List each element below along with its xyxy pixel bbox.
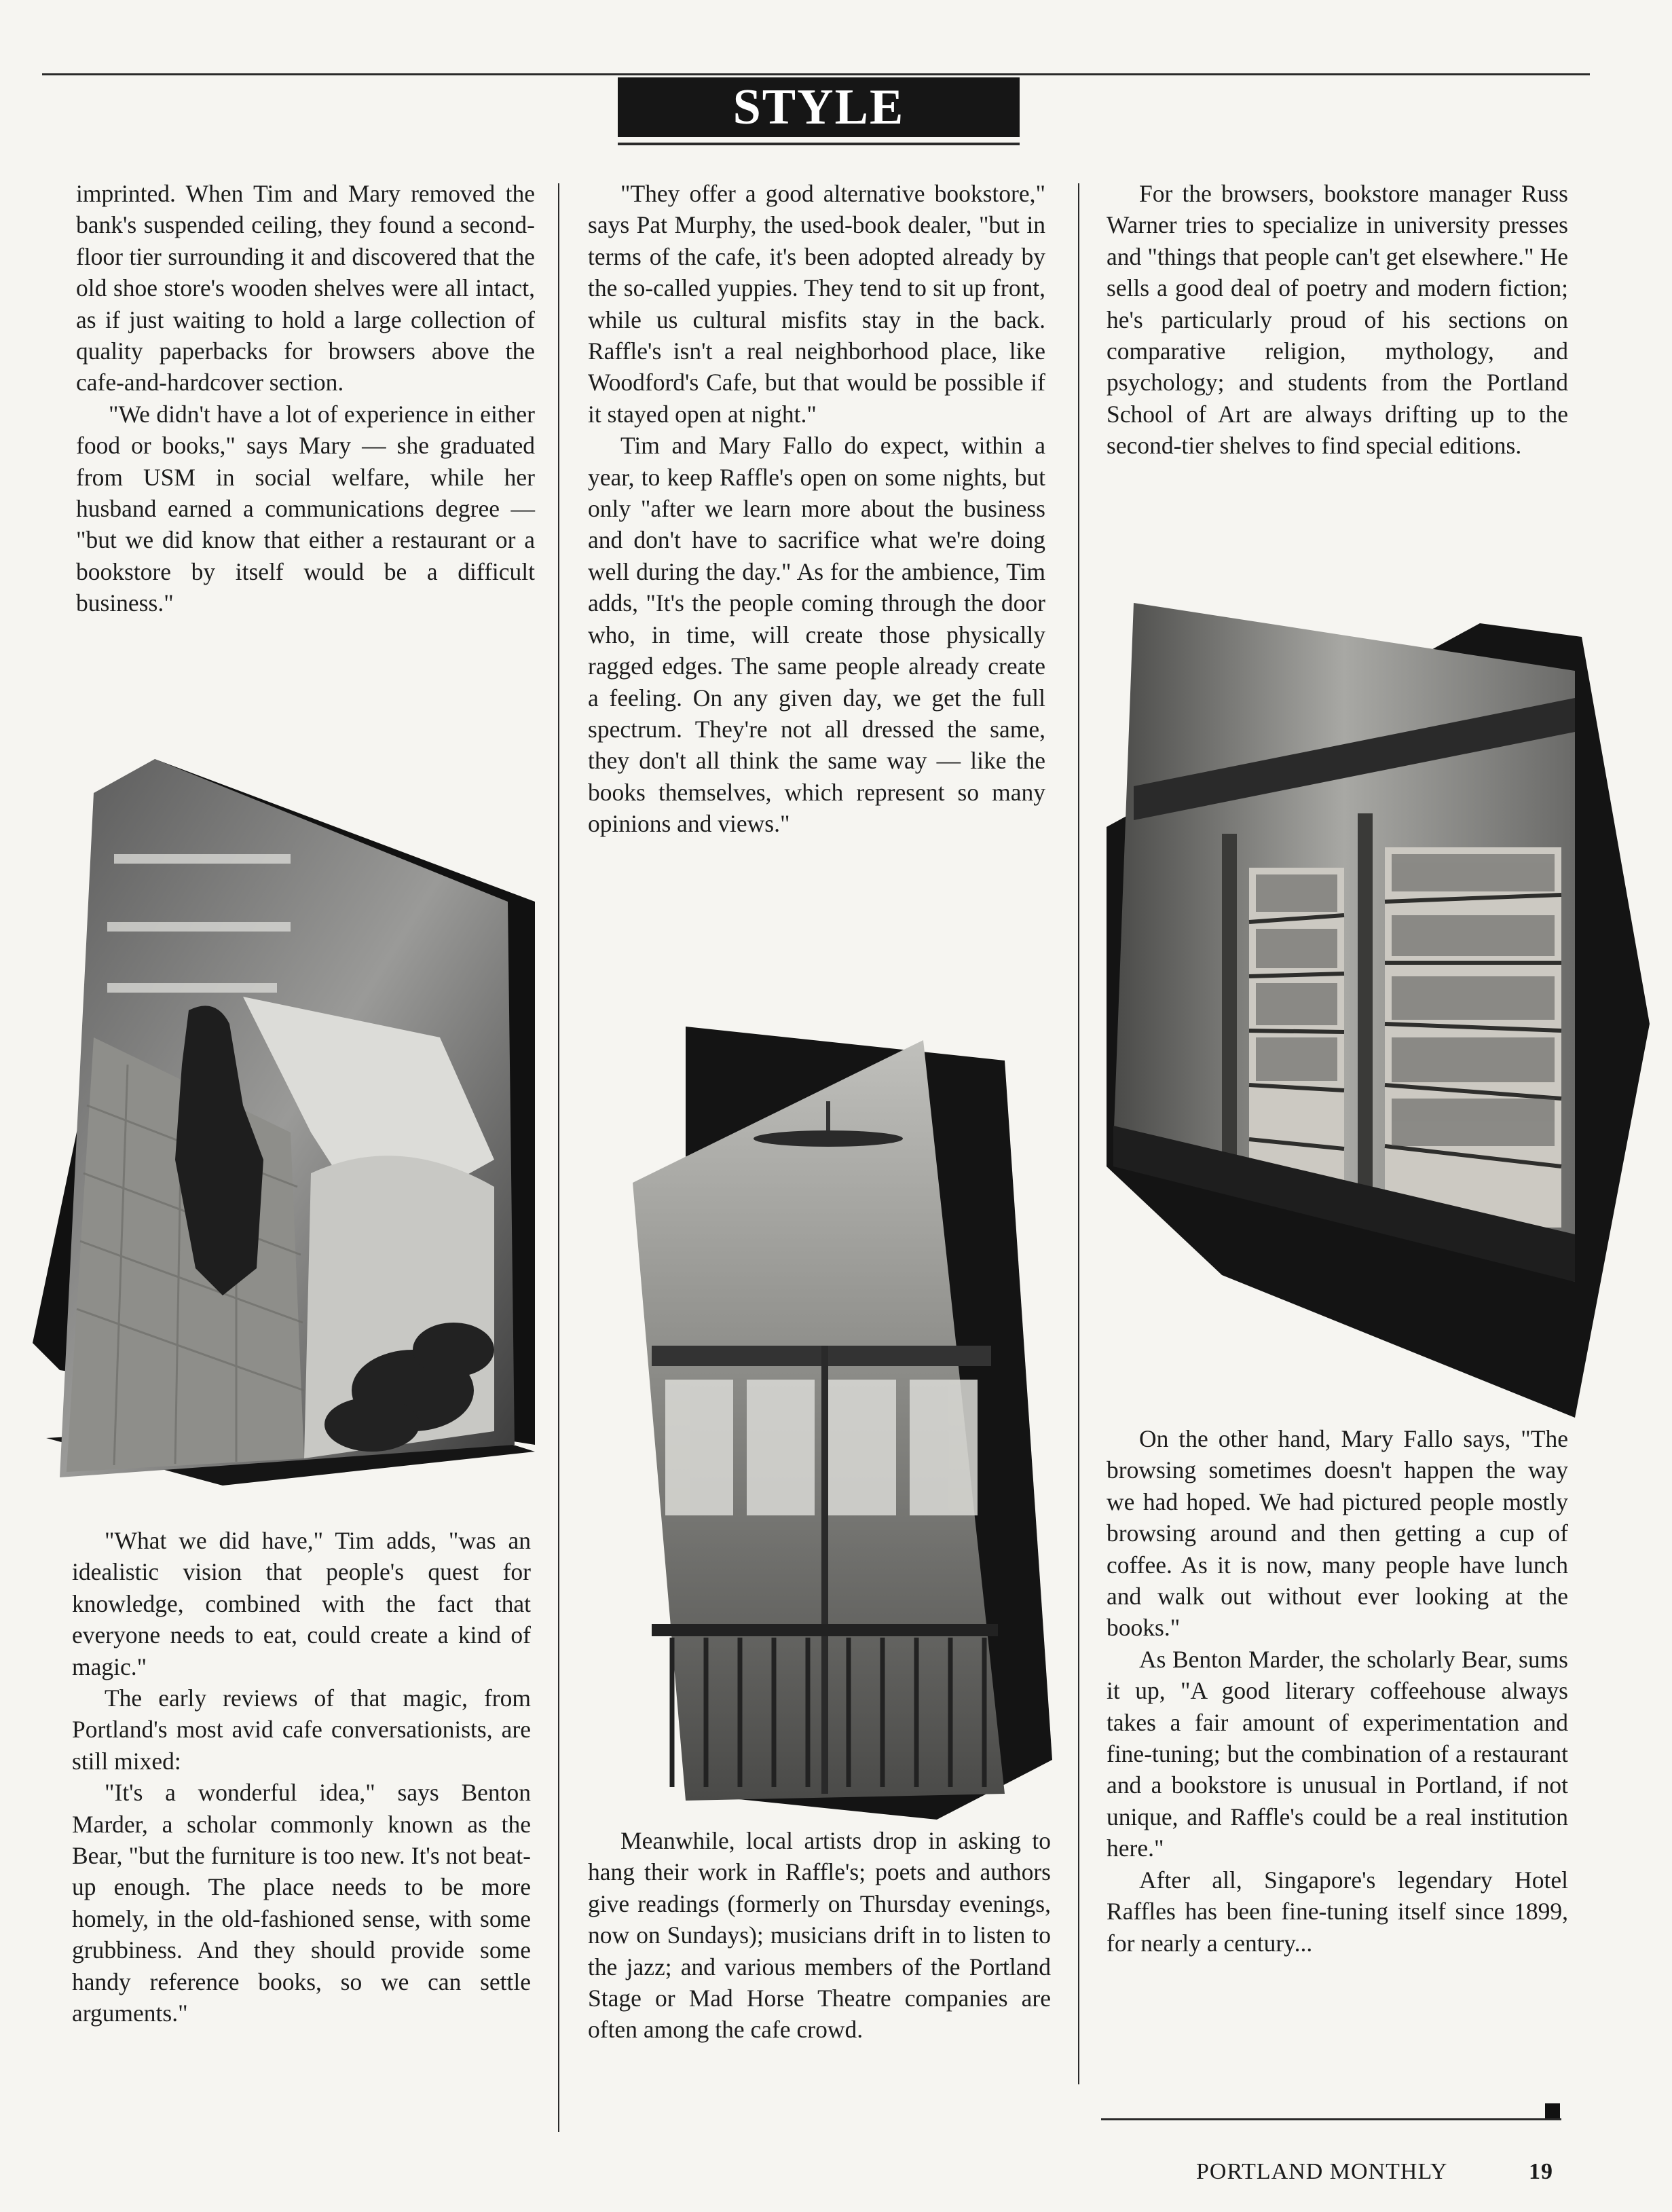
column-divider-2 xyxy=(1078,183,1079,2084)
paragraph: "They offer a good alternative bookstore," says Pat Murphy, the used-book dealer, "but in terms of the cafe, it's been adopted already by the so-called yuppies. They tend to sit up front, while us cultural misfits stay in the back. Raffle's isn't a real neighborhood place, like Woodford's Cafe, but that would be possible if it stayed open at night." xyxy=(588,180,1045,428)
paragraph: For the browsers, bookstore manager Russ Warner tries to specialize in university presses and "things that people can't get elsewhere." He sells a good deal of poetry and modern fiction; he's particularly proud of his sections on comparative religion, mythology, and psychology; and students from the Portland School of Art are always drifting up to the second-tier shelves to find special editions. xyxy=(1107,180,1568,460)
column-3-top xyxy=(1107,178,1568,462)
photo-bookshelves xyxy=(1086,596,1650,1424)
paragraph: imprinted. When Tim and Mary removed the bank's suspended ceiling, they found a second-floor tier surrounding it and discovered that the old shoe store's wooden shelves were all intact, as if just waiting to hold a large collection of quality paperbacks for browsers above the cafe-and-hardcover section. xyxy=(76,180,535,397)
paragraph: After all, Singapore's legendary Hotel Raffles has been fine-tuning itself since 1899, for nearly a century... xyxy=(1107,1866,1568,1957)
paragraph: As Benton Marder, the scholarly Bear, sums it up, "A good literary coffeehouse always takes a fair amount of experimentation and fine-tuning; but the combination of a restaurant and a bookstore is unusual in Portland, if not unique, and Raffle's could be a real institution here." xyxy=(1107,1645,1568,1862)
header-underline xyxy=(618,143,1020,145)
article-end-rule xyxy=(1101,2118,1561,2120)
footer-page-number: 19 xyxy=(1529,2159,1553,2184)
column-2-top xyxy=(588,178,1045,840)
paragraph: The early reviews of that magic, from Portland's most avid cafe conversationists, are still mixed: xyxy=(72,1684,531,1775)
column-divider-1 xyxy=(558,183,559,2132)
paragraph: Tim and Mary Fallo do expect, within a year, to keep Raffle's open on some nights, but only "after we learn more about the business and don't have to sacrifice what we're doing well during the day." As for the ambience, Tim adds, "It's the people coming through the door who, in time, will create those physically ragged edges. The same people already create a feeling. On any given day, we get the full spectrum. They're not all dressed the same, they don't all think the same way — like the books themselves, which represent so many opinions and views." xyxy=(588,432,1045,838)
column-2-bottom xyxy=(588,1825,1051,2046)
footer-publication: PORTLAND MONTHLY xyxy=(1196,2159,1448,2184)
paragraph: "What we did have," Tim adds, "was an idealistic vision that people's quest for knowledge, combined with the fact that everyone needs to eat, could create a kind of magic." xyxy=(72,1527,531,1680)
photo-cafe-counter xyxy=(19,752,555,1511)
paragraph: Meanwhile, local artists drop in asking to hang their work in Raffle's; poets and authors give readings (formerly on Thursday evenings, now on Sundays); musicians drift in to listen to the jazz; and various members of the Portland Stage or Mad Horse Theatre companies are often among the cafe crowd. xyxy=(588,1827,1051,2044)
paragraph: "It's a wonderful idea," says Benton Marder, a scholar commonly known as the Bear, "but the furniture is too new. It's not beat-up enough. The place needs to be more homely, in the old-fashioned sense, with some grubbiness. And they should provide some handy reference books, so we can settle arguments." xyxy=(72,1779,531,2027)
column-1-top xyxy=(76,178,535,619)
paragraph: "We didn't have a lot of experience in either food or books," says Mary — she graduated from USM in social welfare, while her husband earned a communications degree — "but we did know that either a restaurant or a bookstore by itself would be a difficult business." xyxy=(76,400,535,617)
end-of-article-mark xyxy=(1545,2103,1560,2118)
photo-interior-balcony xyxy=(625,1027,1059,1821)
column-3-bottom xyxy=(1107,1423,1568,1959)
paragraph: On the other hand, Mary Fallo says, "The browsing sometimes doesn't happen the way we had hoped. We had pictured people mostly browsing around and then getting a cup of coffee. As it is now, many people have lunch and walk out without ever looking at the books." xyxy=(1107,1425,1568,1642)
top-rule xyxy=(42,73,1590,75)
column-1-bottom xyxy=(72,1525,531,2029)
section-header: STYLE xyxy=(618,77,1020,137)
